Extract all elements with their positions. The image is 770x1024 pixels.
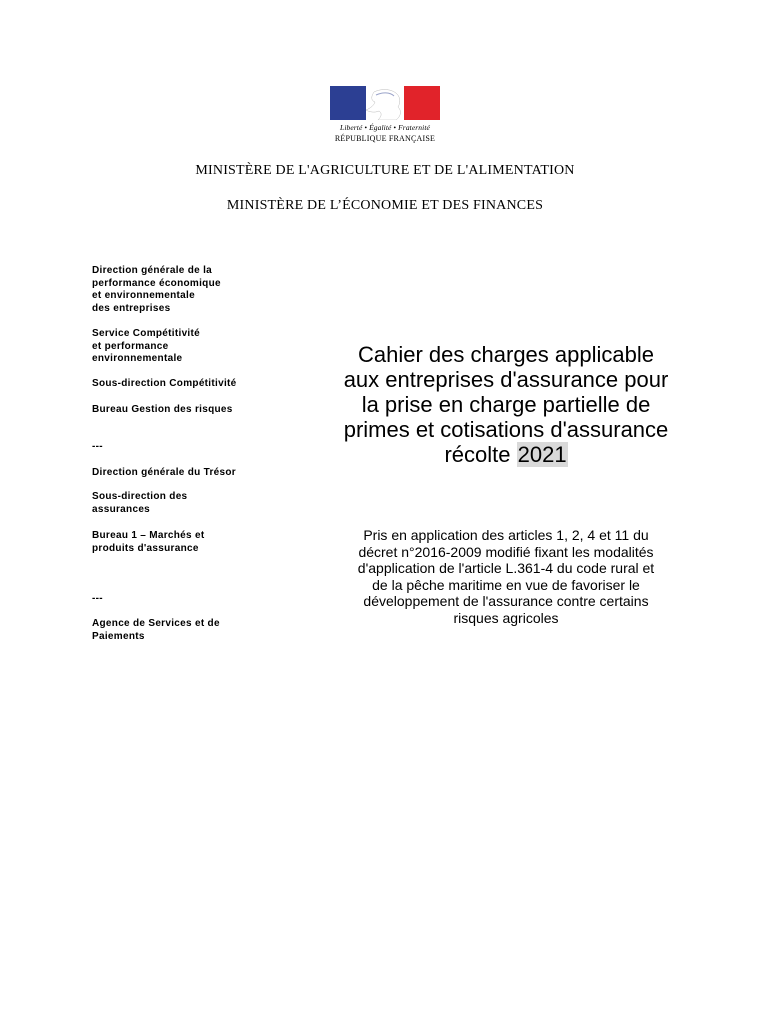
marianne-flag-icon: [330, 86, 440, 120]
side-line: Agence de Services et de: [92, 618, 220, 629]
subtitle-line: décret n°2016-2009 modifié fixant les modalités: [358, 543, 654, 560]
document-title: [318, 342, 694, 467]
side-line: assurances: [92, 503, 151, 515]
logo-motto: Liberté • Égalité • Fraternité: [340, 123, 430, 132]
subtitle-line: développement de l'assurance contre certains: [363, 593, 649, 609]
logo-republic: RÉPUBLIQUE FRANÇAISE: [334, 134, 436, 143]
title-line: la prise en charge partielle de: [361, 392, 651, 417]
subtitle-line: d'application de l'article L.361-4 du code rural et: [357, 560, 655, 576]
side-line: Sous-direction Compétitivité: [92, 378, 237, 389]
side-line: Paiements: [92, 630, 145, 642]
title-line: Cahier des charges applicable: [358, 342, 654, 367]
subtitle-line: de la pêche maritime en vue de favoriser le: [372, 576, 640, 593]
side-line: des entreprises: [92, 302, 171, 314]
title-last-line: [318, 442, 694, 467]
title-line: primes et cotisations d'assurance: [343, 417, 669, 442]
dg-performance-block: [92, 265, 272, 315]
side-line: et environnementale: [92, 290, 195, 301]
side-line: Bureau Gestion des risques: [92, 404, 233, 415]
sous-direction-assurances: [92, 491, 272, 516]
side-line: Bureau 1 – Marchés et: [92, 530, 205, 541]
subtitle-line: risques agricoles: [453, 609, 559, 626]
separator-1: [92, 441, 272, 454]
dg-tresor: [92, 467, 272, 480]
service-block: [92, 328, 272, 366]
document-subtitle: [318, 527, 694, 626]
side-line: produits d'assurance: [92, 542, 199, 554]
agence-services-paiements: [92, 618, 272, 643]
separator-2: [92, 593, 272, 606]
title-year: 2021: [517, 442, 567, 467]
side-line: performance économique: [92, 277, 221, 289]
bureau-1-marches: [92, 530, 272, 555]
sous-direction-competitivite: [92, 378, 272, 391]
ministry-agriculture: MINISTÈRE DE L'AGRICULTURE ET DE L'ALIMENTATION: [195, 163, 575, 178]
side-line: Direction générale du Trésor: [92, 467, 236, 478]
ministry-economie: MINISTÈRE DE L’ÉCONOMIE ET DES FINANCES: [226, 198, 544, 213]
republique-francaise-logo: [330, 86, 440, 148]
side-line: Sous-direction des: [92, 491, 188, 502]
bureau-gestion-risques: [92, 404, 272, 417]
side-line: ---: [92, 593, 103, 604]
side-line: Service Compétitivité: [92, 328, 201, 339]
side-line: et performance: [92, 340, 169, 352]
title-line: aux entreprises d'assurance pour: [343, 367, 669, 392]
side-line: environnementale: [92, 353, 183, 364]
side-line: ---: [92, 441, 103, 452]
subtitle-line: Pris en application des articles 1, 2, 4 et 11 du: [363, 527, 649, 543]
side-line: Direction générale de la: [92, 265, 213, 276]
title-recolte: récolte: [444, 442, 511, 467]
